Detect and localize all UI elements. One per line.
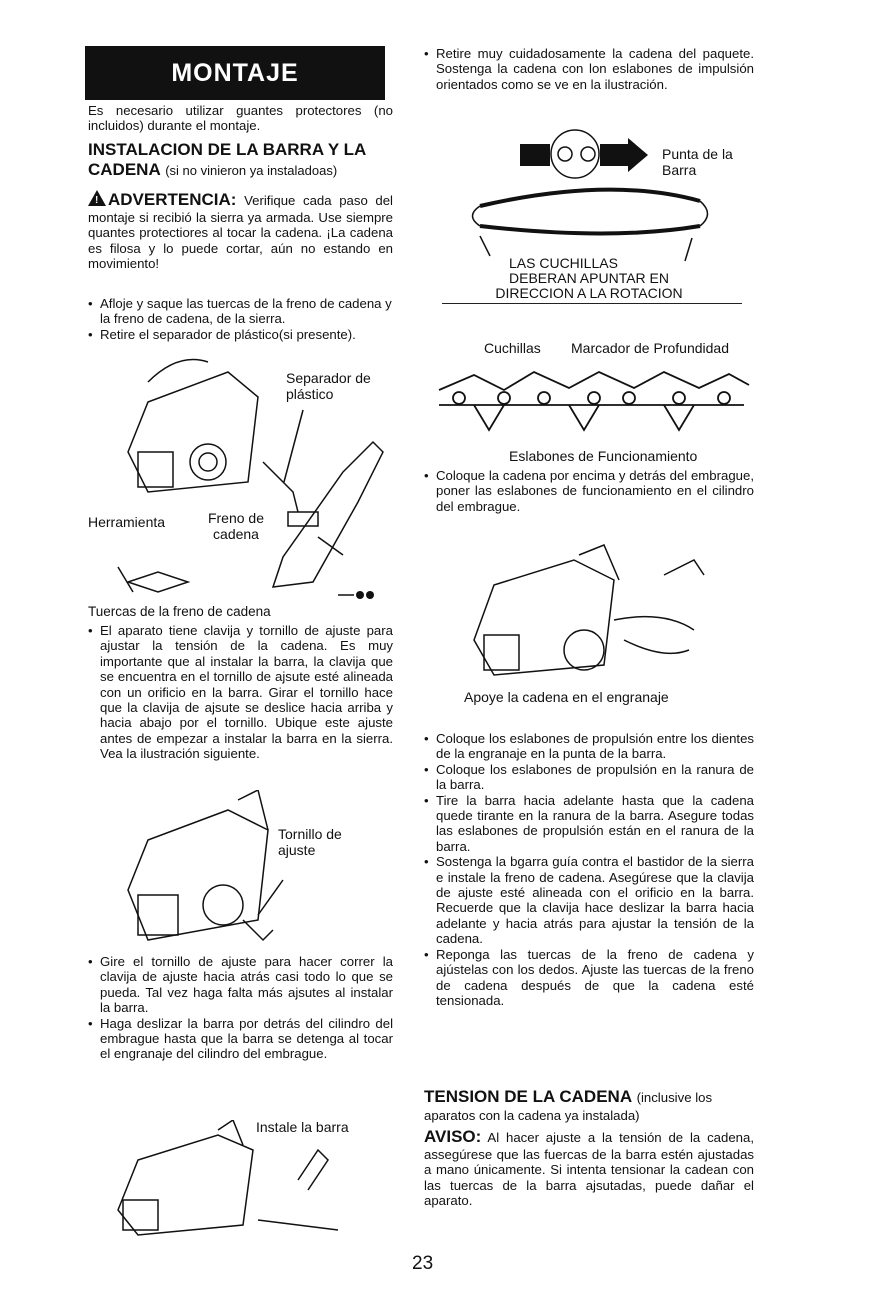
caption-direction-line1: DEBERAN APUNTAR EN — [509, 270, 669, 286]
label-herramienta: Herramienta — [88, 514, 166, 530]
list-item: • Retire el separador de plástico(si presente). — [88, 327, 393, 342]
list-item: • El aparato tiene clavija y tornillo de ajuste para ajustar la tensión de la cadena. Es muy importante que al instalar la barra, la clavija que se encuentra en el tornillo de ajsute esté alineada con un orificio en la barra. Girar el tornillo hace que la clavija de ajsute se deslice hacia arriba y hacia abajo por el tornillo. Ubique este ajuste antes de empezar a instalar la barra en la sierra. Vea la ilustración siguiente. — [88, 623, 393, 762]
install-heading — [88, 140, 393, 180]
label-cuchillas-upper: LAS CUCHILLAS — [509, 255, 618, 271]
list-item: • Haga deslizar la barra por detrás del cilindro del embrague hasta que la barra se detenga al tocar el engranaje del cilindro del embrague. — [88, 1016, 393, 1062]
list-item: • Gire el tornillo de ajuste para hacer correr la clavija de ajuste hacia atrás casi todo lo que se pueda. Tal vez haga falta más ajsutes al instalar la barra. — [88, 954, 393, 1016]
bullet-list-2 — [88, 623, 393, 762]
caption-direction-line2: DIRECCION A LA ROTACION — [495, 285, 683, 301]
tension-heading-title: TENSION DE LA CADENA — [424, 1087, 633, 1106]
label-tornillo-ajuste: Tornillo de ajuste — [278, 826, 342, 858]
label-freno-cadena: Freno de cadena — [207, 510, 265, 542]
list-item: • Coloque los eslabones de propulsión entre los dientes de la engranaje en la punta de la barra. — [424, 731, 754, 762]
adjustment-screw-illustration — [118, 790, 368, 950]
install-heading-title: INSTALACION DE LA BARRA Y LA CADENA — [88, 140, 366, 179]
bullet-list-1 — [88, 296, 393, 342]
list-item: • Sostenga la bgarra guía contra el bastidor de la sierra e instale la freno de cadena. Asegúrese que la clavija de ajuste esté alineada con el orificio en la barra. Recuerde que la clavija hace deslizar la barra hacia adelante y hacia atrás para ajustar la tensión de la cadena. — [424, 854, 754, 946]
notice-title: AVISO: — [424, 1127, 482, 1146]
bullet-list-3 — [88, 954, 393, 1062]
chain-links-illustration — [434, 360, 754, 445]
notice-block — [424, 1127, 754, 1209]
bullet-list-4 — [424, 46, 754, 92]
warning-block — [88, 190, 393, 272]
section-banner: MONTAJE — [85, 46, 385, 100]
install-bar-illustration — [108, 1120, 378, 1240]
warning-icon: ! — [88, 190, 106, 206]
list-item: • Coloque los eslabones de propulsión en la ranura de la barra. — [424, 762, 754, 793]
label-separador: Separador de plástico — [286, 370, 371, 402]
divider — [442, 303, 742, 304]
install-heading-note: (si no vinieron ya instaladoas) — [165, 163, 338, 178]
label-punta-barra: Punta de la Barra — [662, 146, 733, 178]
list-item: • Coloque la cadena por encima y detrás del embrague, poner las eslabones de funcionamiento en el cilindro del embrague. — [424, 468, 754, 514]
notice-text: Al hacer ajuste a la tensión de la cadena, assegúrese que las fuercas de la barra estén ajustadas a mano únicamente. Si intenta tensionar la cadean con las tuercas de la barra ajsutadas, puede dañar el aparato. — [424, 1130, 754, 1209]
chain-on-sprocket-illustration — [464, 540, 714, 680]
intro-text: Es necesario utilizar guantes protectores (no incluidos) durante el montaje. — [88, 103, 393, 134]
caption-apoye-cadena: Apoye la cadena en el engranaje — [464, 689, 669, 705]
tension-heading-note: (inclusive los aparatos con la cadena ya instalada) — [424, 1090, 713, 1123]
label-marcador-profundidad: Marcador de Profundidad — [571, 340, 729, 356]
list-item: • Retire muy cuidadosamente la cadena del paquete. Sostenga la cadena con lon eslabones de impulsión orientados como se ve en la ilustración. — [424, 46, 754, 92]
warning-title: ADVERTENCIA: — [108, 190, 237, 209]
list-item: • Tire la barra hacia adelante hasta que la cadena quede tirante en la ranura de la barra. Asegure todas las eslabones de propulsión están en el ranura de la barra. — [424, 793, 754, 855]
bullet-list-6 — [424, 731, 754, 1008]
list-item: • Afloje y saque las tuercas de la freno de cadena y la freno de cadena, de la sierra. — [88, 296, 393, 327]
warning-text: Verifique cada paso del montaje si recibió la sierra ya armada. Use siempre quantes protectiores al tocar la cadena. ¡La cadena es filosa y lo puede cortar, aún no estando en movimiento! — [88, 193, 393, 272]
bullet-list-5 — [424, 468, 754, 514]
list-item: • Reponga las tuercas de la freno de cadena y ajústelas con los dedos. Ajuste las tuercas de la freno de cadena después de que la cadena esté tensionada. — [424, 947, 754, 1009]
page-number: 23 — [412, 1253, 434, 1274]
label-instale-barra: Instale la barra — [256, 1119, 349, 1135]
label-cuchillas: Cuchillas — [484, 340, 541, 356]
tension-heading — [424, 1087, 754, 1125]
caption-tuercas: Tuercas de la freno de cadena — [88, 604, 271, 619]
label-eslabones-funcionamiento: Eslabones de Funcionamiento — [509, 448, 698, 464]
